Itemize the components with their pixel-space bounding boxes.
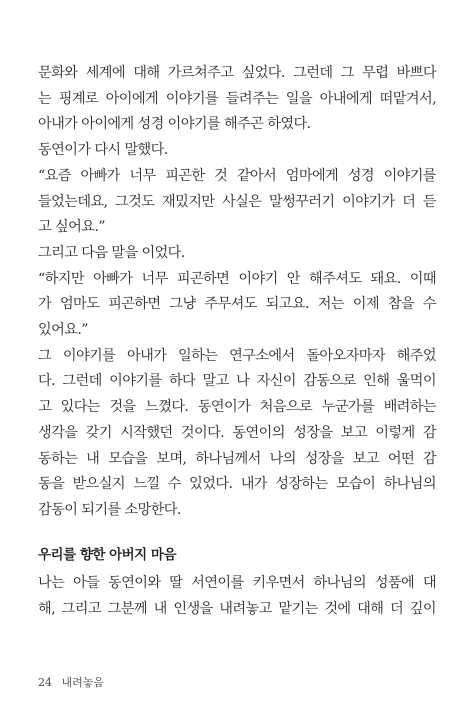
text-line: 그 이야기를 아내가 일하는 연구소에서 돌아오자마자 해주었 xyxy=(38,347,436,364)
text-line: 고 있다는 것을 느꼈다. 동연이가 처음으로 누군가를 배려하는 xyxy=(38,399,436,416)
page-number: 24 xyxy=(38,676,52,689)
text-line: “요즘 아빠가 너무 피곤한 것 같아서 엄마에게 성경 이야기를 xyxy=(38,167,436,184)
text-line: 나는 아들 동연이와 딸 서연이를 키우면서 하나님의 성품에 대 xyxy=(38,575,436,591)
text-line: 다. 그런데 이야기를 하다 말고 나 자신이 감동으로 인해 울먹이 xyxy=(38,373,436,390)
text-line: 아내가 아이에게 성경 이야기를 해주곤 하였다. xyxy=(38,116,311,133)
text-line: 동연이가 다시 말했다. xyxy=(38,142,168,159)
text-line: 해, 그리고 그분께 내 인생을 내려놓고 맡기는 것에 대해 더 깊이 xyxy=(38,600,436,617)
page-footer xyxy=(38,676,104,690)
text-line: 가 엄마도 피곤하면 그냥 주무셔도 되고요. 저는 이제 참을 수 xyxy=(38,296,436,313)
text-line: 동하는 내 모습을 보며, 하나님께서 나의 성장을 보고 어떤 감 xyxy=(38,450,436,467)
text-line: 는 핑계로 아이에게 이야기를 들려주는 일을 아내에게 떠맡겨서, xyxy=(38,90,436,107)
text-line: 들었는데요, 그것도 재밌지만 사실은 말썽꾸러기 이야기가 더 듣 xyxy=(38,193,436,210)
text-line: 문화와 세계에 대해 가르쳐주고 싶었다. 그런데 그 무렵 바쁘다 xyxy=(38,65,436,81)
book-title: 내려놓음 xyxy=(61,676,105,689)
text-line: 생각을 갖기 시작했던 것이다. 동연이의 성장을 보고 이렇게 감 xyxy=(38,424,436,441)
text-line: “하지만 아빠가 너무 피곤하면 이야기 안 해주셔도 돼요. 이때 xyxy=(38,270,436,287)
text-line: 그리고 다음 말을 이었다. xyxy=(38,244,185,261)
section-heading: 우리를 향한 아버지 마음 xyxy=(38,547,177,563)
text-line: 감동이 되기를 소망한다. xyxy=(38,501,181,518)
text-line: 동을 받으실지 느낄 수 있었다. 내가 성장하는 모습이 하나님의 xyxy=(38,476,436,493)
text-line: 고 싶어요.” xyxy=(38,219,105,236)
text-line: 있어요.” xyxy=(38,322,88,338)
